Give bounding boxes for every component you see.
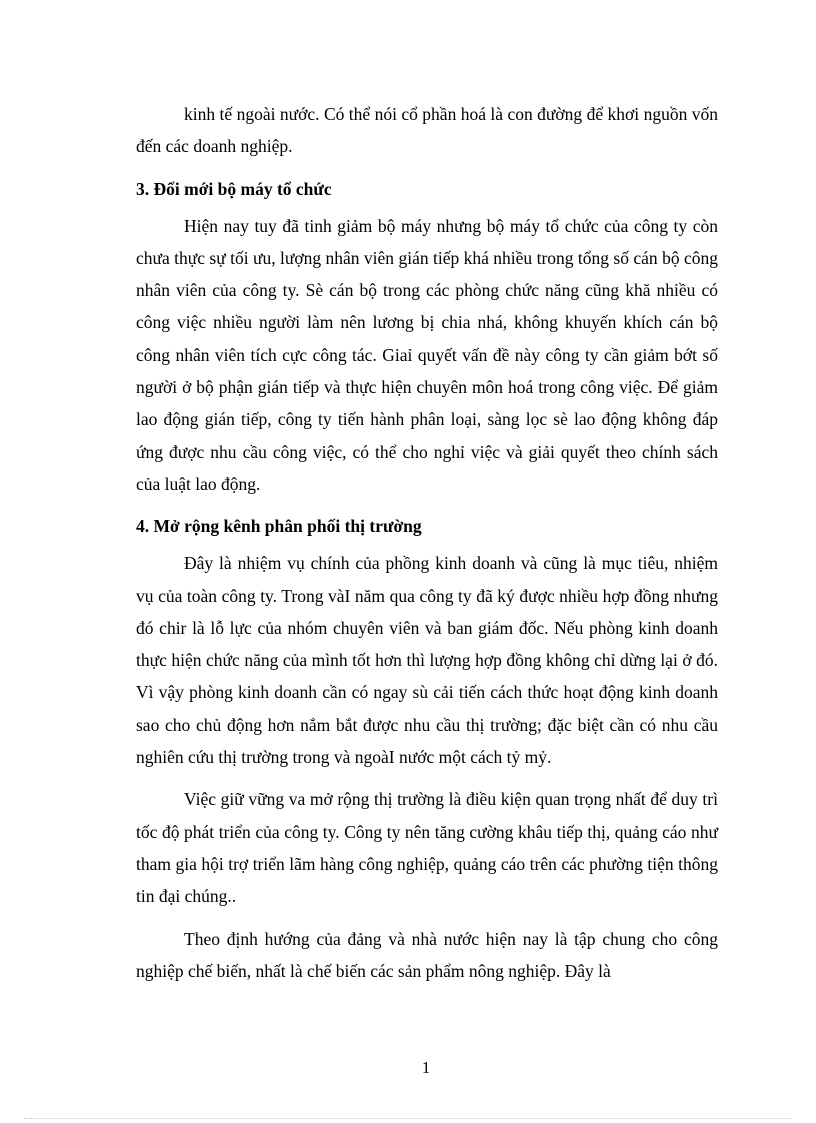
page-bottom-border [24,1118,792,1119]
section-heading-4: 4. Mở rộng kênh phân phối thị trường [136,516,422,537]
page-number: 1 [421,1058,431,1077]
section-heading-3: 3. Đổi mới bộ máy tổ chức [136,178,332,199]
paragraph-continuation: kinh tế ngoài nước. Có thể nói cổ phần hoá là con đường để khơi nguồn vốn đến các doanh nghiệp. [136,104,718,157]
paragraph-sales-department: Đây là nhiệm vụ chính của phồng kinh doanh và cũng là mục tiêu, nhiệm vụ của toàn công ty. Trong vàI năm qua công ty đã ký được nhiều hợp đồng nhưng đó chir là lỗ lực của nhóm chuyên viên và ban giám đốc. Nếu phòng kinh doanh thực hiện chức năng của mình tốt hơn thì lượng hợp đồng không chỉ dừng lại ở đó. Vì vậy phòng kinh doanh cần có ngay sù cải tiến cách thức hoạt động kinh doanh sao cho chủ động hơn nắm bắt được nhu cầu thị trường; đặc biệt cần có nhu cầu nghiên cứu thị trường trong và ngoàI nước một cách tỷ mỷ. [136,553,718,768]
page-content [136,98,718,987]
paragraph-organization: Hiện nay tuy đã tinh giảm bộ máy nhưng bộ máy tổ chức của công ty còn chưa thực sự tối ưu, lượng nhân viên gián tiếp khá nhiều trong tổng số cán bộ công nhân viên của công ty. Sè cán bộ trong các phòng chức năng cũng khă nhiều có công việc nhiều người làm nên lương bị chia nhá, không khuyến khích cán bộ công nhân viên tích cực công tác. Giaỉ quyết vấn đề này công ty cần giảm bớt số người ở bộ phận gián tiếp và thực hiện chuyên môn hoá trong công việc. Để giảm lao động gián tiếp, công ty tiến hành phân loại, sàng lọc sè lao động không đáp ứng được nhu cầu công việc, có thể cho nghỉ việc và giải quyết theo chính sách của luật lao động. [136,215,718,494]
paragraph-market-expansion: Việc giữ vững va mở rộng thị trường là điều kiện quan trọng nhất để duy trì tốc độ phát triển của công ty. Công ty nên tăng cường khâu tiếp thị, quảng cáo như tham gia hội trợ triển lãm hàng công nghiệp, quảng cáo trên các phường tiện thông tin đại chúng.. [136,789,718,907]
paragraph-processing-industry: Theo định hướng của đảng và nhà nước hiện nay là tập chung cho công nghiệp chế biến, nhất là chế biến các sản phẩm nông nghiệp. Đây là [136,928,718,981]
